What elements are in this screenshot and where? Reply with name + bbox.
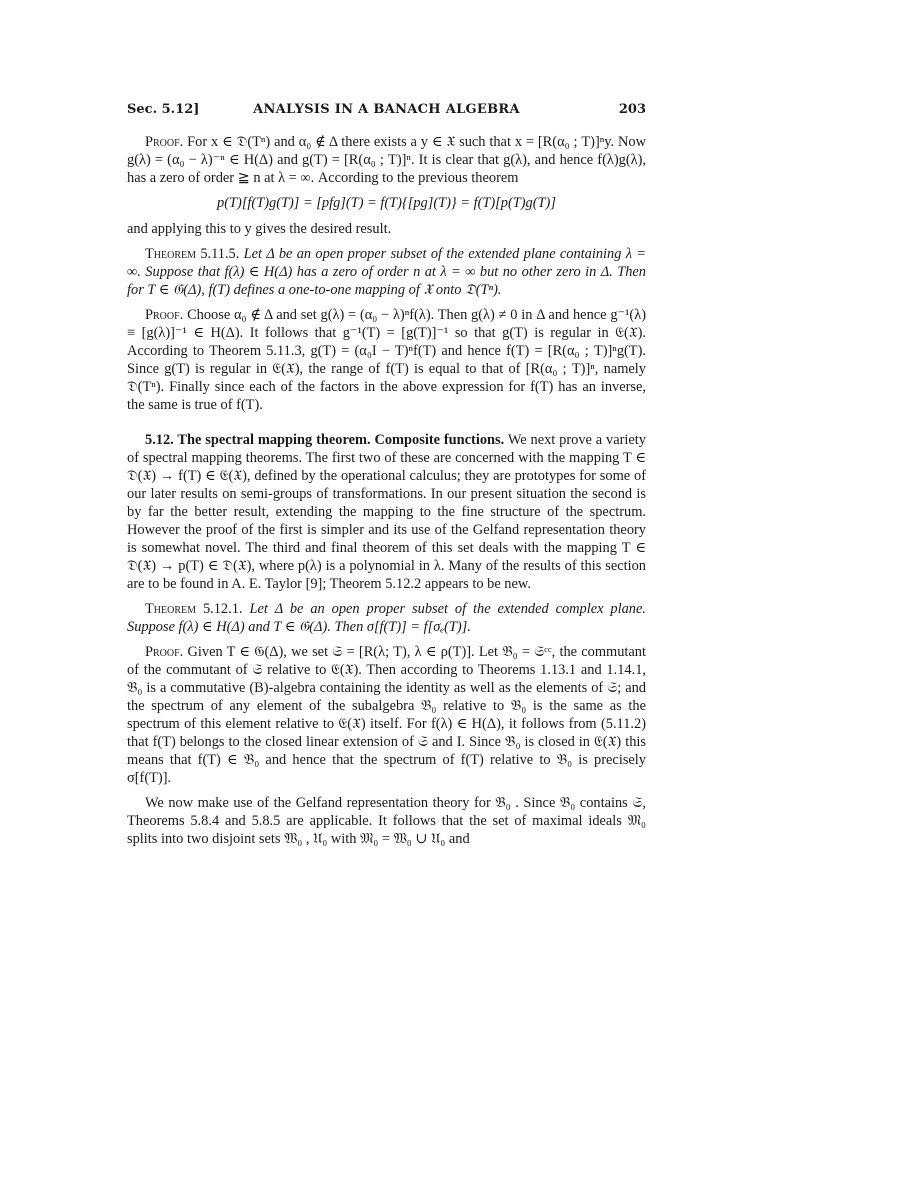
- page-body: [127, 133, 646, 855]
- page-number: 203: [618, 102, 646, 117]
- section-paragraph: [127, 431, 646, 593]
- proof-label: Proof.: [145, 134, 184, 150]
- paragraph: We now make use of the Gelfand representation theory for 𝔅₀ . Since 𝔅₀ contains 𝔖, Theorems 5.8.4 and 5.8.5 are applicable. It follows that the set of maximal ideals 𝔐₀ splits into two disjoint sets 𝔚₀ , 𝔘₀ with 𝔐₀ = 𝔚₀ ∪ 𝔘₀ and: [127, 795, 646, 847]
- theorem-label: Theorem: [145, 246, 197, 262]
- proof-label: Proof.: [145, 307, 184, 323]
- theorem-statement: Let Δ be an open proper subset of the extended complex plane. Suppose f(λ) ∈ H(Δ) and T ∈ 𝔊(Δ). Then σ[f(T)] = f[σₑ(T)].: [127, 601, 646, 635]
- proof-label: Proof.: [145, 644, 184, 660]
- proof-paragraph: [127, 643, 646, 787]
- theorem-number: 5.11.5.: [200, 246, 240, 262]
- running-head: [127, 101, 646, 119]
- theorem-paragraph: [127, 245, 646, 299]
- theorem-number: 5.12.1.: [202, 601, 243, 617]
- theorem-statement: Let Δ be an open proper subset of the extended plane containing λ = ∞. Suppose that f(λ) ∈ H(Δ) has a zero of order n at λ = ∞ but no other zero in Δ. Then for T ∈ 𝔊(Δ), f(T) defines a one-to-one mapping of 𝔛 onto 𝔇(Tⁿ).: [127, 246, 646, 298]
- section-heading: 5.12. The spectral mapping theorem. Composite functions.: [145, 432, 505, 448]
- proof-text: Given T ∈ 𝔊(Δ), we set 𝔖 = [R(λ; T), λ ∈ ρ(T)]. Let 𝔅₀ = 𝔖ᶜᶜ, the commutant of the commutant of 𝔖 relative to 𝔈(𝔛). Then according to Theorems 1.13.1 and 1.14.1, 𝔅₀ is a commutative (B)-algebra containing the identity as well as the elements of 𝔖; and the spectrum of any element of the subalgebra 𝔅₀ relative to 𝔅₀ is the same as the spectrum of this element relative to 𝔈(𝔛) itself. For f(λ) ∈ H(Δ), it follows from (5.11.2) that f(T) belongs to the closed linear extension of 𝔖 and I. Since 𝔅₀ is closed in 𝔈(𝔛) this means that f(T) ∈ 𝔅₀ and hence that the spectrum of f(T) relative to 𝔅₀ is precisely σ[f(T)].: [127, 644, 646, 786]
- theorem-label: Theorem: [145, 601, 197, 617]
- proof-paragraph: [127, 133, 646, 187]
- proof-text: For x ∈ 𝔇(Tⁿ) and α₀ ∉ Δ there exists a y ∈ 𝔛 such that x = [R(α₀ ; T)]ⁿy. Now g(λ) = (α₀ − λ)⁻ⁿ ∈ H(Δ) and g(T) = [R(α₀ ; T)]ⁿ. It is clear that g(λ), and hence f(λ)g(λ), has a zero of order ≧ n at λ = ∞. According to the previous theorem: [127, 134, 646, 186]
- chapter-title: ANALYSIS IN A BANACH ALGEBRA: [253, 102, 520, 117]
- section-text: We next prove a variety of spectral mapping theorems. The first two of these are concerned with the mapping T ∈ 𝔇(𝔛) → f(T) ∈ 𝔈(𝔛), defined by the operational calculus; they are prototypes for some of our later results on semi-groups of transformations. In our present situation the second is by far the better result, extending the mapping to the fine structure of the spectrum. However the proof of the first is simpler and its use of the Gelfand representation theory is somewhat novel. The third and final theorem of this set deals with the mapping T ∈ 𝔇(𝔛) → p(T) ∈ 𝔇(𝔛), where p(λ) is a polynomial in λ. Many of the results of this section are to be found in A. E. Taylor [9]; Theorem 5.12.2 appears to be new.: [127, 432, 646, 592]
- section-reference: Sec. 5.12]: [127, 102, 200, 117]
- theorem-paragraph: [127, 600, 646, 636]
- display-equation: p(T)[f(T)g(T)] = [pfg](T) = f(T){[pg](T)} = f(T)[p(T)g(T)]: [217, 195, 556, 211]
- proof-paragraph: [127, 306, 646, 414]
- proof-text: Choose α₀ ∉ Δ and set g(λ) = (α₀ − λ)ⁿf(λ). Then g(λ) ≠ 0 in Δ and hence g⁻¹(λ) ≡ [g(λ)]⁻¹ ∈ H(Δ). It follows that g⁻¹(T) = [g(T)]⁻¹ so that g(T) is regular in 𝔈(𝔛). According to Theorem 5.11.3, g(T) = (α₀I − T)ⁿf(T) and hence f(T) = [R(α₀ ; T)]ⁿg(T). Since g(T) is regular in 𝔈(𝔛), the range of f(T) is equal to that of [R(α₀ ; T)]ⁿ, namely 𝔇(Tⁿ). Finally since each of the factors in the above expression for f(T) has an inverse, the same is true of f(T).: [127, 307, 646, 413]
- proof-conclusion: and applying this to y gives the desired result.: [127, 221, 392, 237]
